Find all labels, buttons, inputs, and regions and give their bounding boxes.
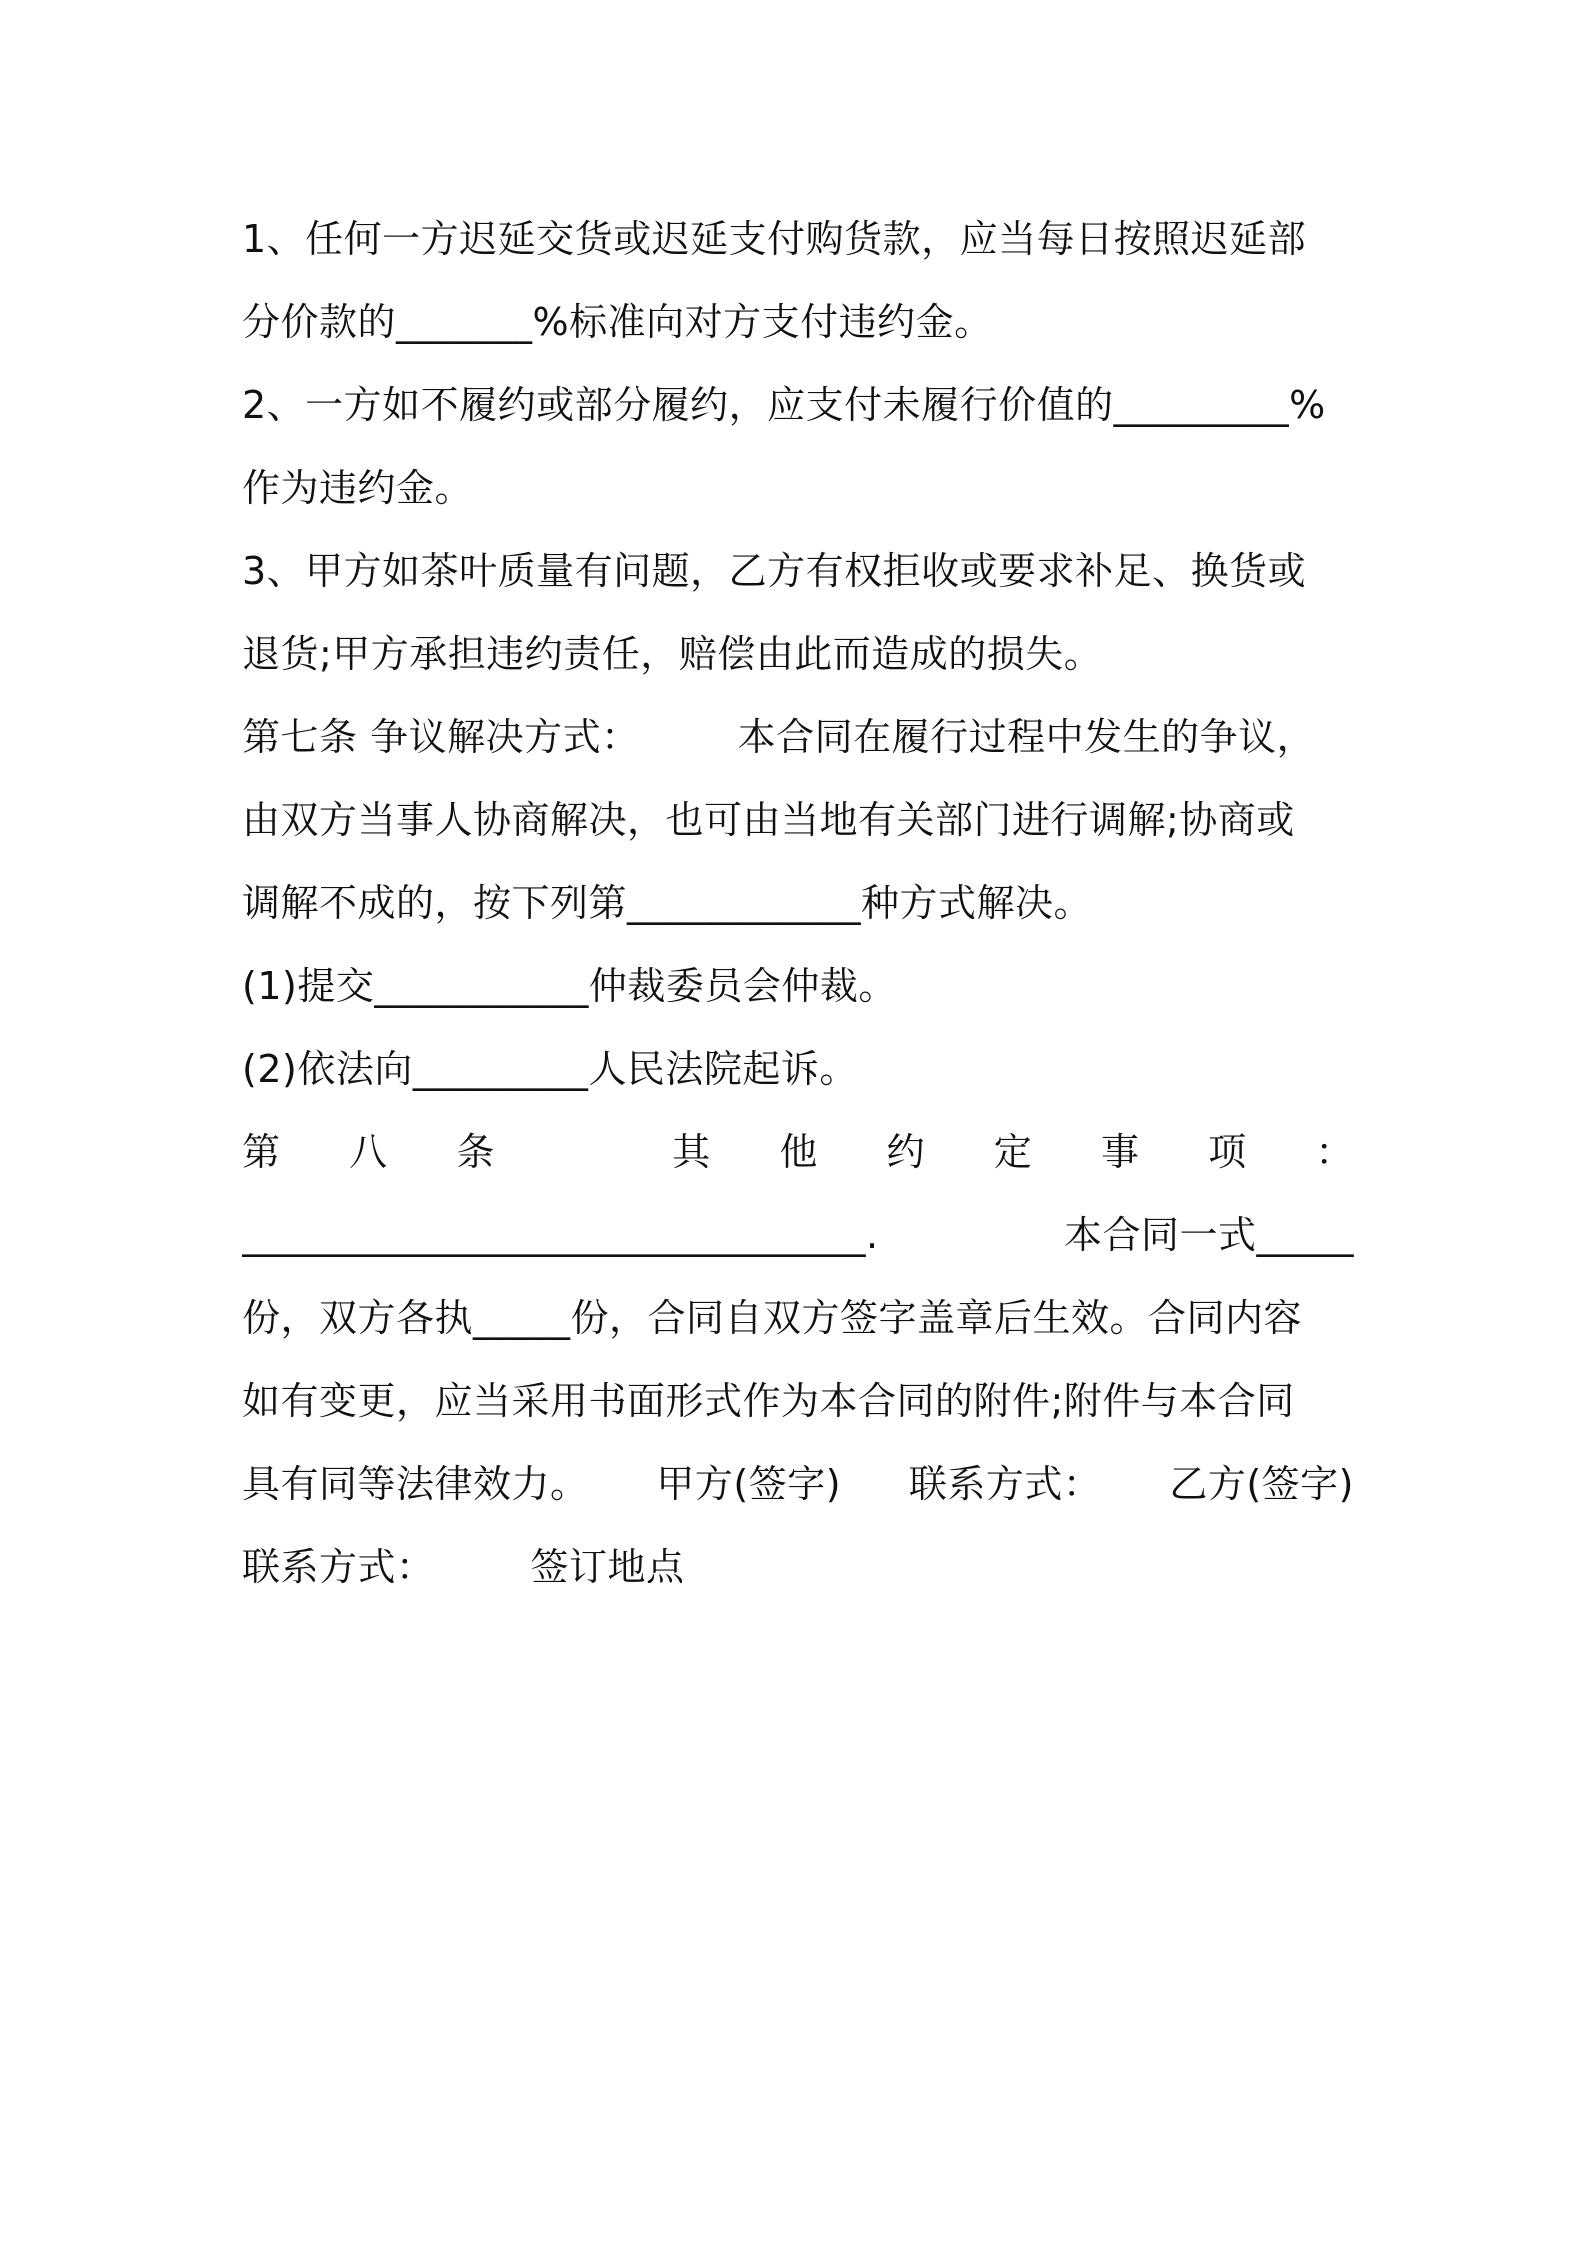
article-8-char: 第 [242, 1130, 281, 1174]
article-8-char: 项 [1208, 1130, 1247, 1174]
article-8-char: ： [1315, 1130, 1354, 1174]
article-8-char: 条 [456, 1130, 495, 1174]
contract-body [242, 198, 1354, 1609]
article-8-line-2 [242, 1194, 1354, 1277]
article-8-char: 事 [1100, 1130, 1140, 1174]
article-8-line-3: 份，双方各执_____份，合同自双方签字盖章后生效。合同内容 [242, 1296, 1303, 1340]
clause-3-line-1: 3、甲方如茶叶质量有问题，乙方有权拒收或要求补足、换货或 [242, 549, 1307, 593]
clause-2-line-2: 作为违约金。 [242, 466, 474, 510]
clause-1-line-2: 分价款的_______%标准向对方支付违约金。 [242, 300, 993, 344]
article-8-char: 他 [779, 1130, 818, 1174]
article-7-heading: 第七条 争议解决方式： [242, 715, 640, 759]
article-8-blank: ________________________________. [242, 1213, 879, 1257]
option-2-line: (2)依法向_________人民法院起诉。 [242, 1047, 858, 1091]
article-8-char: 八 [349, 1130, 388, 1174]
signature-line-2 [242, 1526, 1354, 1609]
article-8-line-4: 如有变更，应当采用书面形式作为本合同的附件;附件与本合同 [242, 1379, 1295, 1423]
article-8-char: 定 [993, 1130, 1033, 1174]
article-7-line-1 [242, 696, 1354, 779]
clause-1-line-1: 1、任何一方迟延交货或迟延支付购货款，应当每日按照迟延部 [242, 217, 1307, 261]
signature-line-1 [242, 1443, 1354, 1526]
clause-3-line-2: 退货;甲方承担违约责任，赔偿由此而造成的损失。 [242, 632, 1103, 676]
clause-2-line-1: 2、一方如不履约或部分履约，应支付未履行价值的_________% [242, 383, 1326, 427]
party-b-sign: 乙方(签字) [1169, 1462, 1354, 1506]
article-7-line-2: 由双方当事人协商解决，也可由当地有关部门进行调解;协商或 [242, 798, 1295, 842]
option-1-line: (1)提交___________仲裁委员会仲裁。 [242, 964, 897, 1008]
party-a-sign: 甲方(签字) [656, 1462, 842, 1506]
signing-place: 签订地点 [530, 1545, 685, 1589]
copies-text: 本合同一式_____ [1063, 1213, 1354, 1257]
article-8-heading [242, 1111, 1354, 1194]
article-7-line-3: 调解不成的，按下列第____________种方式解决。 [242, 881, 1093, 925]
article-7-text: 本合同在履行过程中发生的争议， [737, 715, 1316, 759]
article-8-char: 其 [672, 1130, 711, 1174]
effect-text: 具有同等法律效力。 [242, 1462, 589, 1506]
party-b-contact: 联系方式： [242, 1545, 435, 1589]
article-8-char: 约 [886, 1130, 926, 1174]
party-a-contact: 联系方式： [908, 1462, 1102, 1506]
